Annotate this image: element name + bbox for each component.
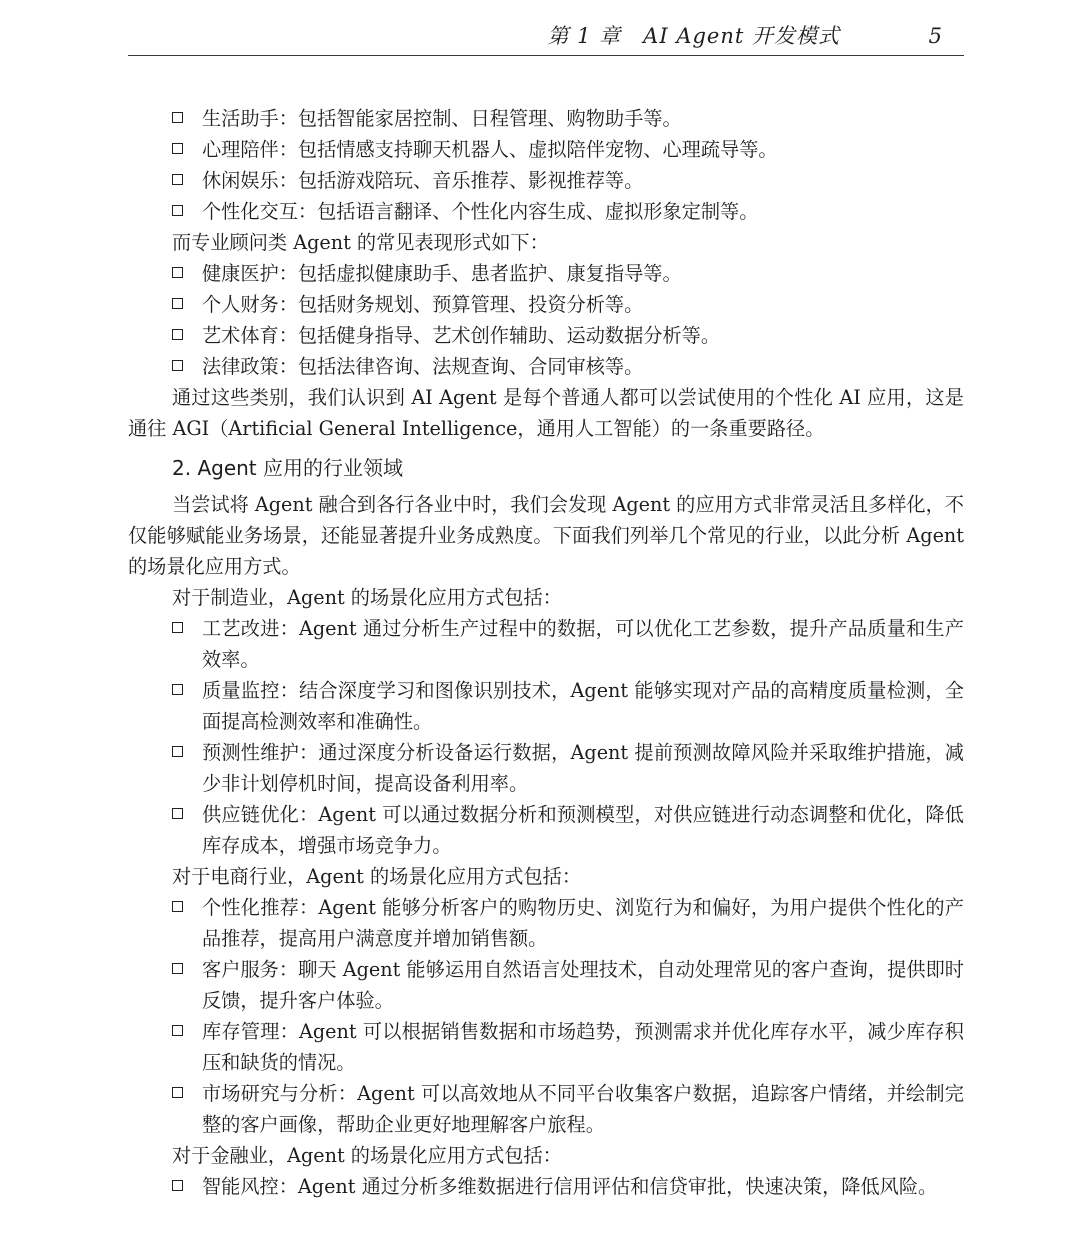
list-item <box>128 103 964 134</box>
list-item <box>128 799 964 861</box>
checkbox-bullet-icon <box>172 298 183 309</box>
checkbox-bullet-icon <box>172 622 183 633</box>
list-item <box>128 737 964 799</box>
list-item-text: 智能风控：Agent 通过分析多维数据进行信用评估和信贷审批，快速决策，降低风险。 <box>202 1175 938 1198</box>
list-item <box>128 954 964 1016</box>
checkbox-bullet-icon <box>172 1087 183 1098</box>
list-item <box>128 1171 964 1202</box>
checkbox-bullet-icon <box>172 684 183 695</box>
list-item-text: 质量监控：结合深度学习和图像识别技术，Agent 能够实现对产品的高精度质量检测，全面提高检测效率和准确性。 <box>202 679 964 733</box>
checkbox-bullet-icon <box>172 746 183 757</box>
running-header <box>128 0 964 56</box>
page-number: 5 <box>928 24 942 48</box>
list-item <box>128 613 964 675</box>
list-item <box>128 258 964 289</box>
checkbox-bullet-icon <box>172 143 183 154</box>
section-heading: 2. Agent 应用的行业领域 <box>172 456 403 480</box>
page-body <box>128 103 964 1202</box>
list-item-text: 休闲娱乐：包括游戏陪玩、音乐推荐、影视推荐等。 <box>202 169 644 192</box>
list-item-text: 健康医护：包括虚拟健康助手、患者监护、康复指导等。 <box>202 262 682 285</box>
list-item-text: 生活助手：包括智能家居控制、日程管理、购物助手等。 <box>202 107 682 130</box>
list-item-text: 市场研究与分析：Agent 可以高效地从不同平台收集客户数据，追踪客户情绪，并绘制完整的客户画像，帮助企业更好地理解客户旅程。 <box>202 1082 964 1136</box>
list-item-text: 预测性维护：通过深度分析设备运行数据，Agent 提前预测故障风险并采取维护措施，减少非计划停机时间，提高设备利用率。 <box>202 741 964 795</box>
list-item-text: 工艺改进：Agent 通过分析生产过程中的数据，可以优化工艺参数，提升产品质量和生产效率。 <box>202 617 964 671</box>
checkbox-bullet-icon <box>172 174 183 185</box>
checkbox-bullet-icon <box>172 1180 183 1191</box>
list-item-text: 库存管理：Agent 可以根据销售数据和市场趋势，预测需求并优化库存水平，减少库存积压和缺货的情况。 <box>202 1020 964 1074</box>
intro-line: 对于金融业，Agent 的场景化应用方式包括： <box>172 1144 562 1167</box>
list-item <box>128 892 964 954</box>
checkbox-bullet-icon <box>172 1025 183 1036</box>
chapter-title: 第 1 章 AI Agent 开发模式 <box>547 24 840 48</box>
list-item <box>128 196 964 227</box>
checkbox-bullet-icon <box>172 808 183 819</box>
list-item-text: 心理陪伴：包括情感支持聊天机器人、虚拟陪伴宠物、心理疏导等。 <box>202 138 778 161</box>
list-item <box>128 289 964 320</box>
checkbox-bullet-icon <box>172 267 183 278</box>
checkbox-bullet-icon <box>172 901 183 912</box>
list-item <box>128 1016 964 1078</box>
list-item-text: 个人财务：包括财务规划、预算管理、投资分析等。 <box>202 293 644 316</box>
intro-line: 对于电商行业，Agent 的场景化应用方式包括： <box>172 865 582 888</box>
list-item <box>128 320 964 351</box>
checkbox-bullet-icon <box>172 963 183 974</box>
list-item <box>128 675 964 737</box>
list-item-text: 客户服务：聊天 Agent 能够运用自然语言处理技术，自动处理常见的客户查询，提供即时反馈，提升客户体验。 <box>202 958 964 1012</box>
list-item <box>128 165 964 196</box>
list-item-text: 个性化交互：包括语言翻译、个性化内容生成、虚拟形象定制等。 <box>202 200 759 223</box>
checkbox-bullet-icon <box>172 329 183 340</box>
list-item-text: 艺术体育：包括健身指导、艺术创作辅助、运动数据分析等。 <box>202 324 721 347</box>
checkbox-bullet-icon <box>172 360 183 371</box>
list-item <box>128 351 964 382</box>
intro-line: 而专业顾问类 Agent 的常见表现形式如下： <box>172 231 549 254</box>
checkbox-bullet-icon <box>172 205 183 216</box>
intro-line: 对于制造业，Agent 的场景化应用方式包括： <box>172 586 562 609</box>
checkbox-bullet-icon <box>172 112 183 123</box>
list-item <box>128 134 964 165</box>
list-item-text: 法律政策：包括法律咨询、法规查询、合同审核等。 <box>202 355 644 378</box>
list-item-text: 个性化推荐：Agent 能够分析客户的购物历史、浏览行为和偏好，为用户提供个性化的产品推荐，提高用户满意度并增加销售额。 <box>202 896 964 950</box>
paragraph: 当尝试将 Agent 融合到各行各业中时，我们会发现 Agent 的应用方式非常灵活且多样化，不仅能够赋能业务场景，还能显著提升业务成熟度。下面我们列举几个常见的行业，以此分析 Agent 的场景化应用方式。 <box>128 493 964 578</box>
list-item <box>128 1078 964 1140</box>
list-item-text: 供应链优化：Agent 可以通过数据分析和预测模型，对供应链进行动态调整和优化，降低库存成本，增强市场竞争力。 <box>202 803 964 857</box>
paragraph: 通过这些类别，我们认识到 AI Agent 是每个普通人都可以尝试使用的个性化 AI 应用，这是通往 AGI（Artificial General Intelligence，通用人工智能）的一条重要路径。 <box>128 386 964 440</box>
